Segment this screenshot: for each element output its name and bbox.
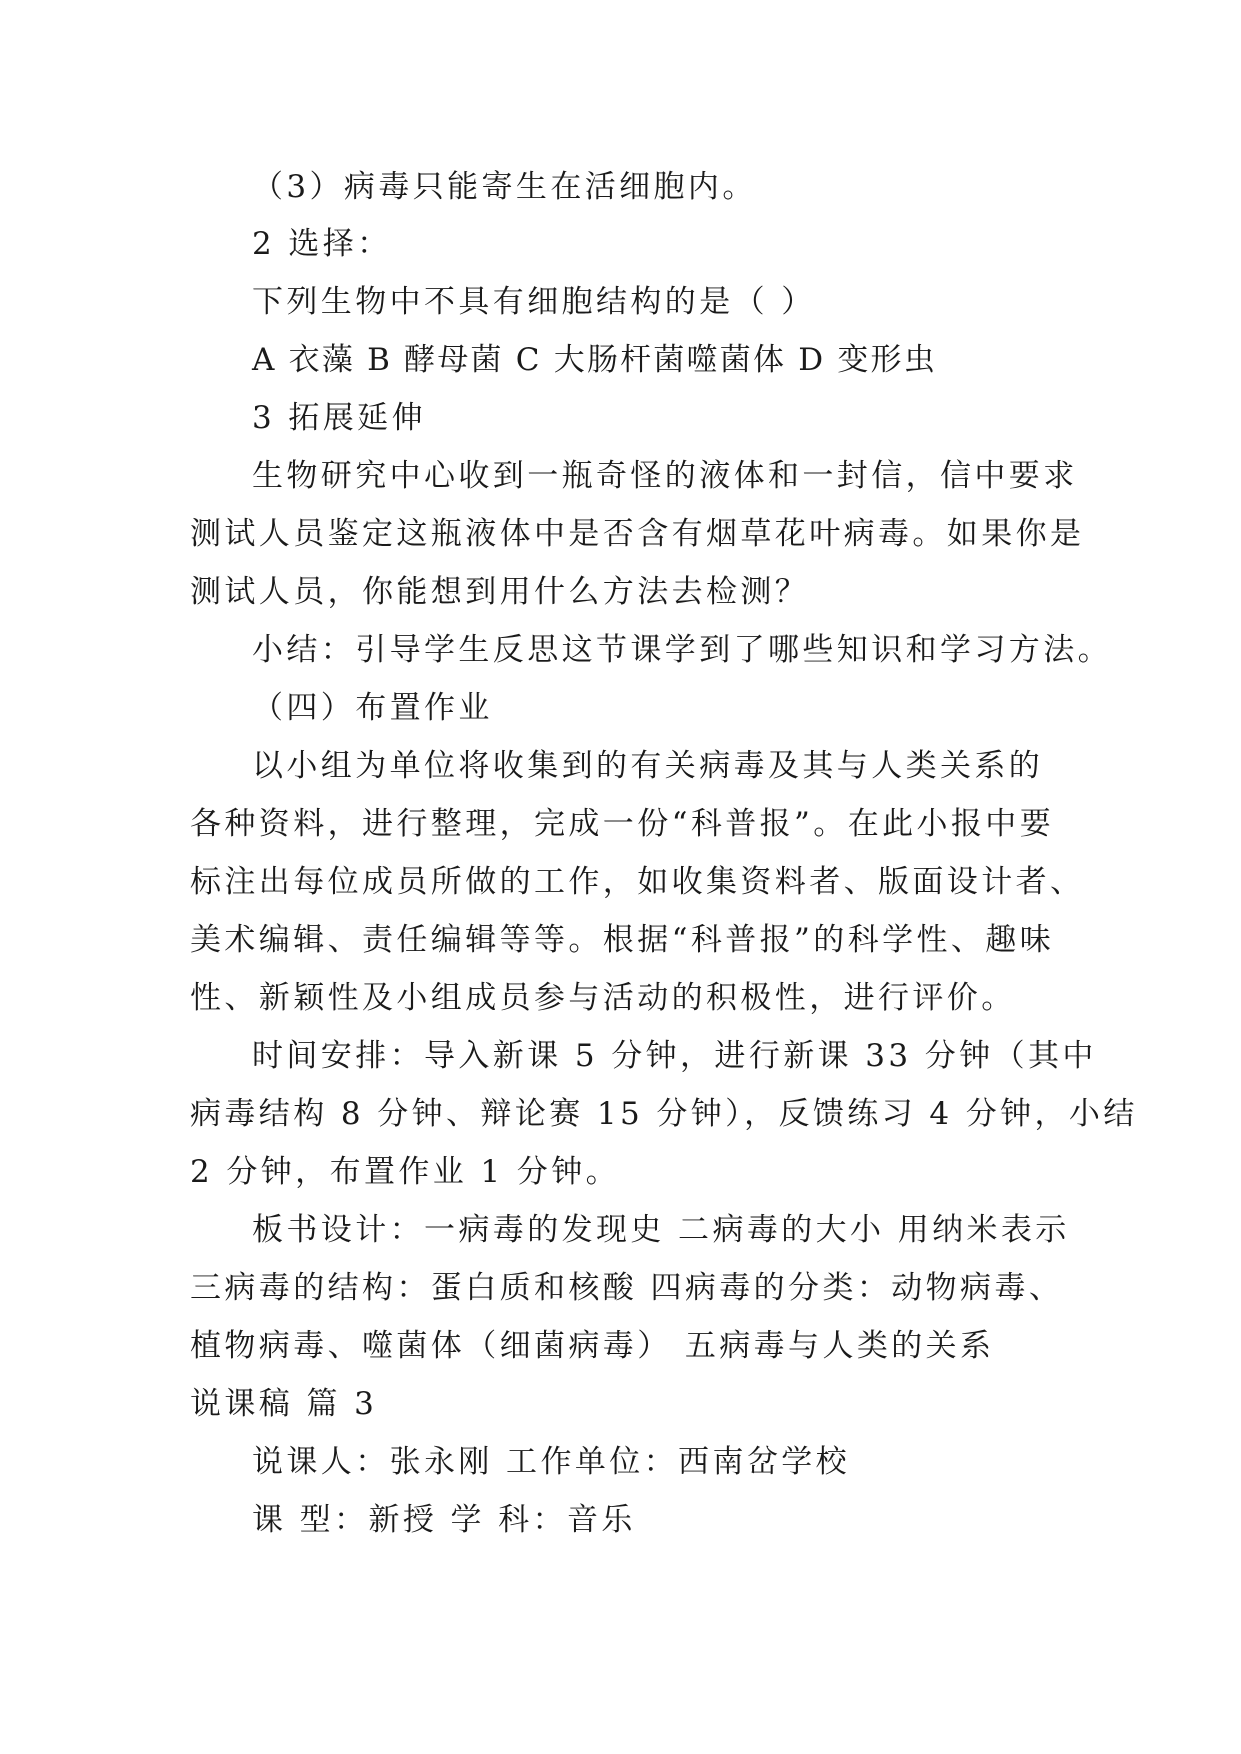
text-line: 测试人员鉴定这瓶液体中是否含有烟草花叶病毒。如果你是 — [190, 516, 1085, 552]
text-line: 小结：引导学生反思这节课学到了哪些知识和学习方法。 — [252, 632, 1112, 668]
text-line: 标注出每位成员所做的工作，如收集资料者、版面设计者、 — [190, 864, 1085, 900]
section-title: 说课稿 篇 3 — [190, 1386, 378, 1422]
text-line: 植物病毒、噬菌体（细菌病毒） 五病毒与人类的关系 — [190, 1328, 995, 1364]
text-line: 2 分钟，布置作业 1 分钟。 — [190, 1154, 621, 1190]
text-line: 美术编辑、责任编辑等等。根据“科普报”的科学性、趣味 — [190, 922, 1055, 958]
text-line: 说课人：张永刚 工作单位：西南岔学校 — [252, 1444, 851, 1480]
section-heading: 3 拓展延伸 — [252, 400, 426, 436]
text-line: 板书设计：一病毒的发现史 二病毒的大小 用纳米表示 — [252, 1212, 1070, 1248]
text-line: 三病毒的结构：蛋白质和核酸 四病毒的分类：动物病毒、 — [190, 1270, 1064, 1306]
text-line: 时间安排：导入新课 5 分钟，进行新课 33 分钟（其中 — [252, 1038, 1097, 1074]
text-line: 生物研究中心收到一瓶奇怪的液体和一封信，信中要求 — [252, 458, 1078, 494]
text-line: 2 选择： — [252, 226, 392, 262]
section-heading: （四）布置作业 — [252, 690, 493, 726]
text-line: （3）病毒只能寄生在活细胞内。 — [252, 169, 757, 205]
text-line: 性、新颖性及小组成员参与活动的积极性，进行评价。 — [190, 980, 1016, 1016]
text-line: 病毒结构 8 分钟、辩论赛 15 分钟），反馈练习 4 分钟，小结 — [190, 1096, 1138, 1132]
text-line: 各种资料，进行整理，完成一份“科普报”。在此小报中要 — [190, 806, 1055, 842]
text-line: 课 型：新授 学 科：音乐 — [252, 1502, 636, 1538]
text-line: A 衣藻 B 酵母菌 C 大肠杆菌噬菌体 D 变形虫 — [252, 342, 937, 378]
text-line: 下列生物中不具有细胞结构的是（ ） — [252, 284, 816, 320]
text-line: 以小组为单位将收集到的有关病毒及其与人类关系的 — [252, 748, 1044, 784]
text-line: 测试人员，你能想到用什么方法去检测？ — [190, 574, 810, 610]
